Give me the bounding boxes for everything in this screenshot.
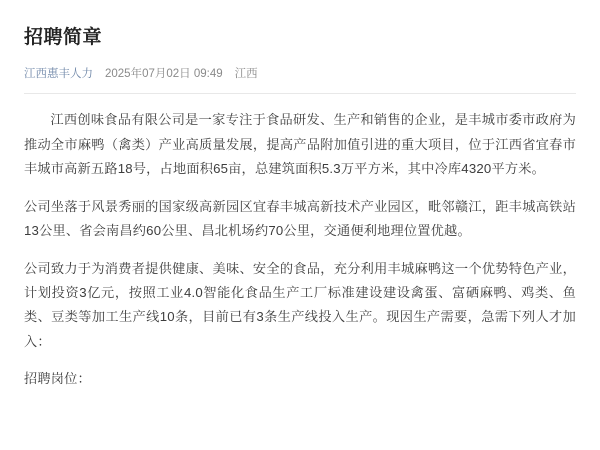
- meta-source[interactable]: 江西惠丰人力: [24, 67, 93, 80]
- meta-date: 2025年07月02日 09:49: [105, 67, 223, 80]
- article-meta: [24, 68, 576, 82]
- meta-location: 江西: [234, 67, 258, 80]
- header-divider: [24, 93, 576, 94]
- closing-line: 招聘岗位：: [24, 371, 91, 387]
- article-body: [24, 108, 576, 391]
- paragraph: 公司坐落于风景秀丽的国家级高新园区宜春丰城高新技术产业园区，毗邻赣江，距丰城高铁站13公里、省会南昌约60公里、昌北机场约70公里，交通便利地理位置优越。: [24, 198, 576, 239]
- paragraph: 公司致力于为消费者提供健康、美味、安全的食品，充分利用丰城麻鸭这一个优势特色产业，计划投资3亿元，按照工业4.0智能化食品生产工厂标准建设建设禽蛋、富硒麻鸭、鸡类、鱼类、豆类等加工生产线10条，目前已有3条生产线投入生产。现因生产需要，急需下列人才加入：: [24, 260, 576, 349]
- page-title: 招聘简章: [24, 27, 103, 48]
- paragraph: 江西创味食品有限公司是一家专注于食品研发、生产和销售的企业，是丰城市委市政府为推动全市麻鸭（禽类）产业高质量发展，提高产品附加值引进的重大项目，位于江西省宜春市丰城市高新五路18号，占地面积65亩，总建筑面积5.3万平方米，其中冷库4320平方米。: [24, 112, 576, 177]
